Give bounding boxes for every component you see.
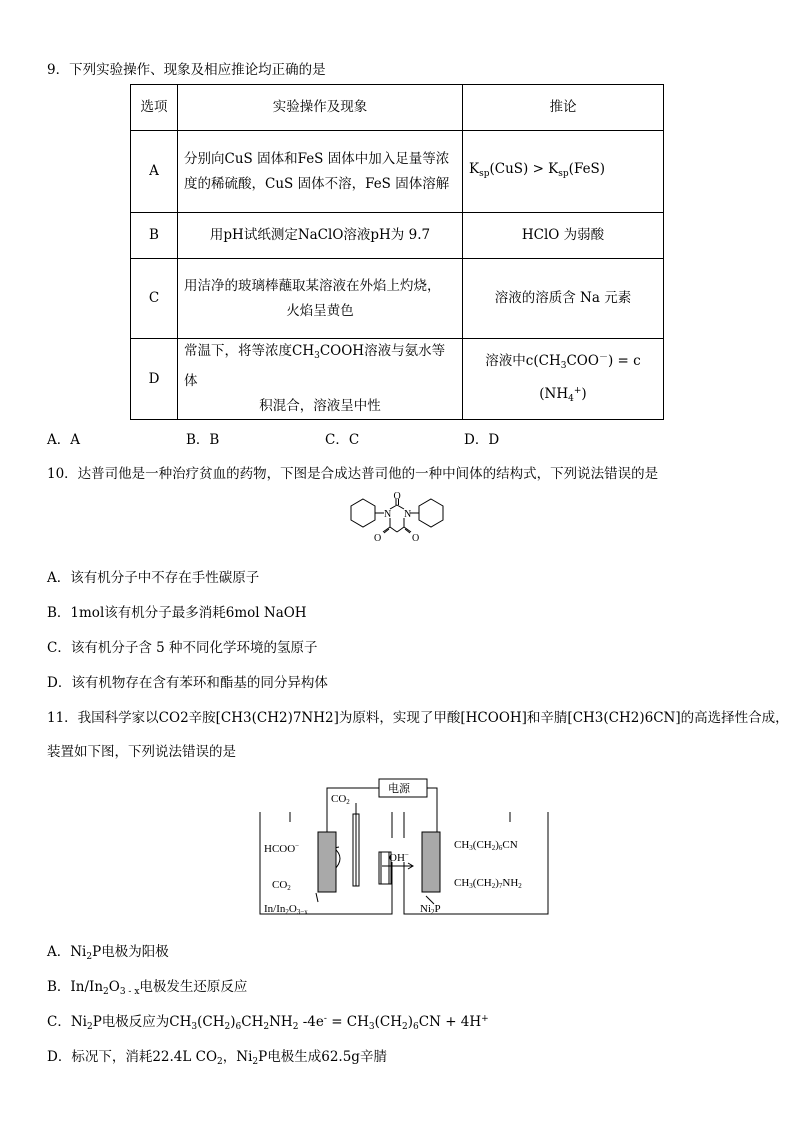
q10-stem: 10．达普司他是一种治疗贫血的药物，下图是合成达普司他的一种中间体的结构式，下列说法错误的是	[47, 466, 659, 482]
electrolysis-apparatus	[248, 776, 552, 921]
co2-label: CO2	[272, 879, 291, 892]
table-header-row	[131, 85, 664, 131]
inference-line: $(NH_4^+)$	[539, 386, 587, 404]
table-row	[131, 131, 664, 213]
q9-table	[130, 84, 664, 420]
q9-stem: 9．下列实验操作、现象及相应推论均正确的是	[47, 62, 326, 78]
q11-option-b[interactable]: B．$In/In_2O_{3 - x}$电极发生还原反应	[47, 979, 248, 997]
right-electrode-label: Ni2P	[420, 903, 441, 916]
row-inference	[463, 131, 664, 213]
oxygen-label: O	[412, 533, 420, 544]
inference-line: 溶液中$c(CH_3COO^-) = c$	[485, 353, 641, 371]
q10-option-c[interactable]: C．该有机分子含 5 种不同化学环境的氢原子	[47, 640, 318, 656]
row-operation: 用pH试纸测定NaClO溶液pH为 9.7	[178, 213, 463, 259]
option-a[interactable]: A．A	[47, 432, 80, 448]
cyclohexane-ring-left	[351, 499, 375, 527]
operation-line: 常温下，将等浓度$CH_3COOH$溶液与氨水等体	[184, 343, 446, 389]
row-option: B	[131, 213, 178, 259]
power-source-label: 电源	[388, 783, 410, 795]
oxygen-label: O	[393, 491, 401, 502]
formate-label: HCOO−	[264, 842, 300, 855]
table-row	[131, 339, 664, 420]
q10-option-d[interactable]: D．该有机物存在含有苯环和酯基的同分异构体	[47, 675, 328, 691]
row-inference	[463, 339, 664, 420]
left-electrode	[318, 832, 336, 892]
row-inference: HClO 为弱酸	[463, 213, 664, 259]
table-row	[131, 213, 664, 259]
row-operation	[178, 339, 463, 420]
option-c[interactable]: C．C	[325, 432, 360, 448]
q11-option-c[interactable]: C．$Ni_2P$电极反应为$CH_3(CH_2)_6CH_2NH_2$ $-4e^- = CH_3(CH_2)_6CN + 4H^+$	[47, 1014, 489, 1032]
header-inference: 推论	[463, 85, 664, 131]
operation-line: 积混合，溶液呈中性	[259, 398, 381, 414]
row-operation	[178, 259, 463, 339]
row-option: A	[131, 131, 178, 213]
oxygen-label: O	[374, 533, 382, 544]
operation-line: 度的稀硫酸，CuS 固体不溶，FeS 固体溶解	[184, 175, 450, 192]
q10-option-a[interactable]: A．该有机分子中不存在手性碳原子	[47, 570, 260, 586]
octanenitrile-label: CH3(CH2)6CN	[454, 839, 518, 852]
option-d[interactable]: D．D	[464, 432, 500, 448]
operation-line: 分别向CuS 固体和FeS 固体中加入足量等浓	[184, 150, 450, 167]
co2-inlet-label: CO2	[331, 793, 350, 806]
header-option: 选项	[131, 85, 178, 131]
operation-line: 用洁净的玻璃棒蘸取某溶液在外焰上灼烧，	[184, 277, 441, 294]
q11-option-d[interactable]: D．标况下，消耗22.4L $CO_2$，$Ni_2P$电极生成62.5g辛腈	[47, 1049, 387, 1067]
inference-formula: $K_{sp}(CuS) > K_{sp}(FeS)$	[469, 160, 606, 179]
molecule-structure	[335, 490, 459, 552]
table-row	[131, 259, 664, 339]
operation-line: 火焰呈黄色	[286, 302, 354, 319]
left-electrode-label: In/In2O3−x	[264, 903, 308, 916]
right-electrode	[422, 832, 440, 892]
q10-option-b[interactable]: B．1mol该有机分子最多消耗6mol NaOH	[47, 605, 307, 621]
hydroxide-label: OH−	[389, 851, 409, 864]
row-option: D	[131, 339, 178, 420]
q11-stem-line1: 11．我国科学家以CO2辛胺[CH3(CH2)7NH2]为原料，实现了甲酸[HCOOH]和辛腈[CH3(CH2)6CN]的高选择性合成，	[47, 710, 789, 726]
octylamine-label: CH3(CH2)7NH2	[454, 877, 522, 890]
option-b[interactable]: B．B	[186, 432, 220, 448]
row-operation	[178, 131, 463, 213]
q11-option-a[interactable]: A．$Ni_2P$电极为阳极	[47, 944, 169, 962]
header-operation: 实验操作及现象	[178, 85, 463, 131]
nitrogen-label: N	[404, 509, 412, 520]
nitrogen-label: N	[384, 509, 392, 520]
row-inference: 溶液的溶质含 Na 元素	[463, 259, 664, 339]
q11-stem-line2: 装置如下图，下列说法错误的是	[47, 744, 236, 760]
row-option: C	[131, 259, 178, 339]
cyclohexane-ring-right	[419, 499, 443, 527]
